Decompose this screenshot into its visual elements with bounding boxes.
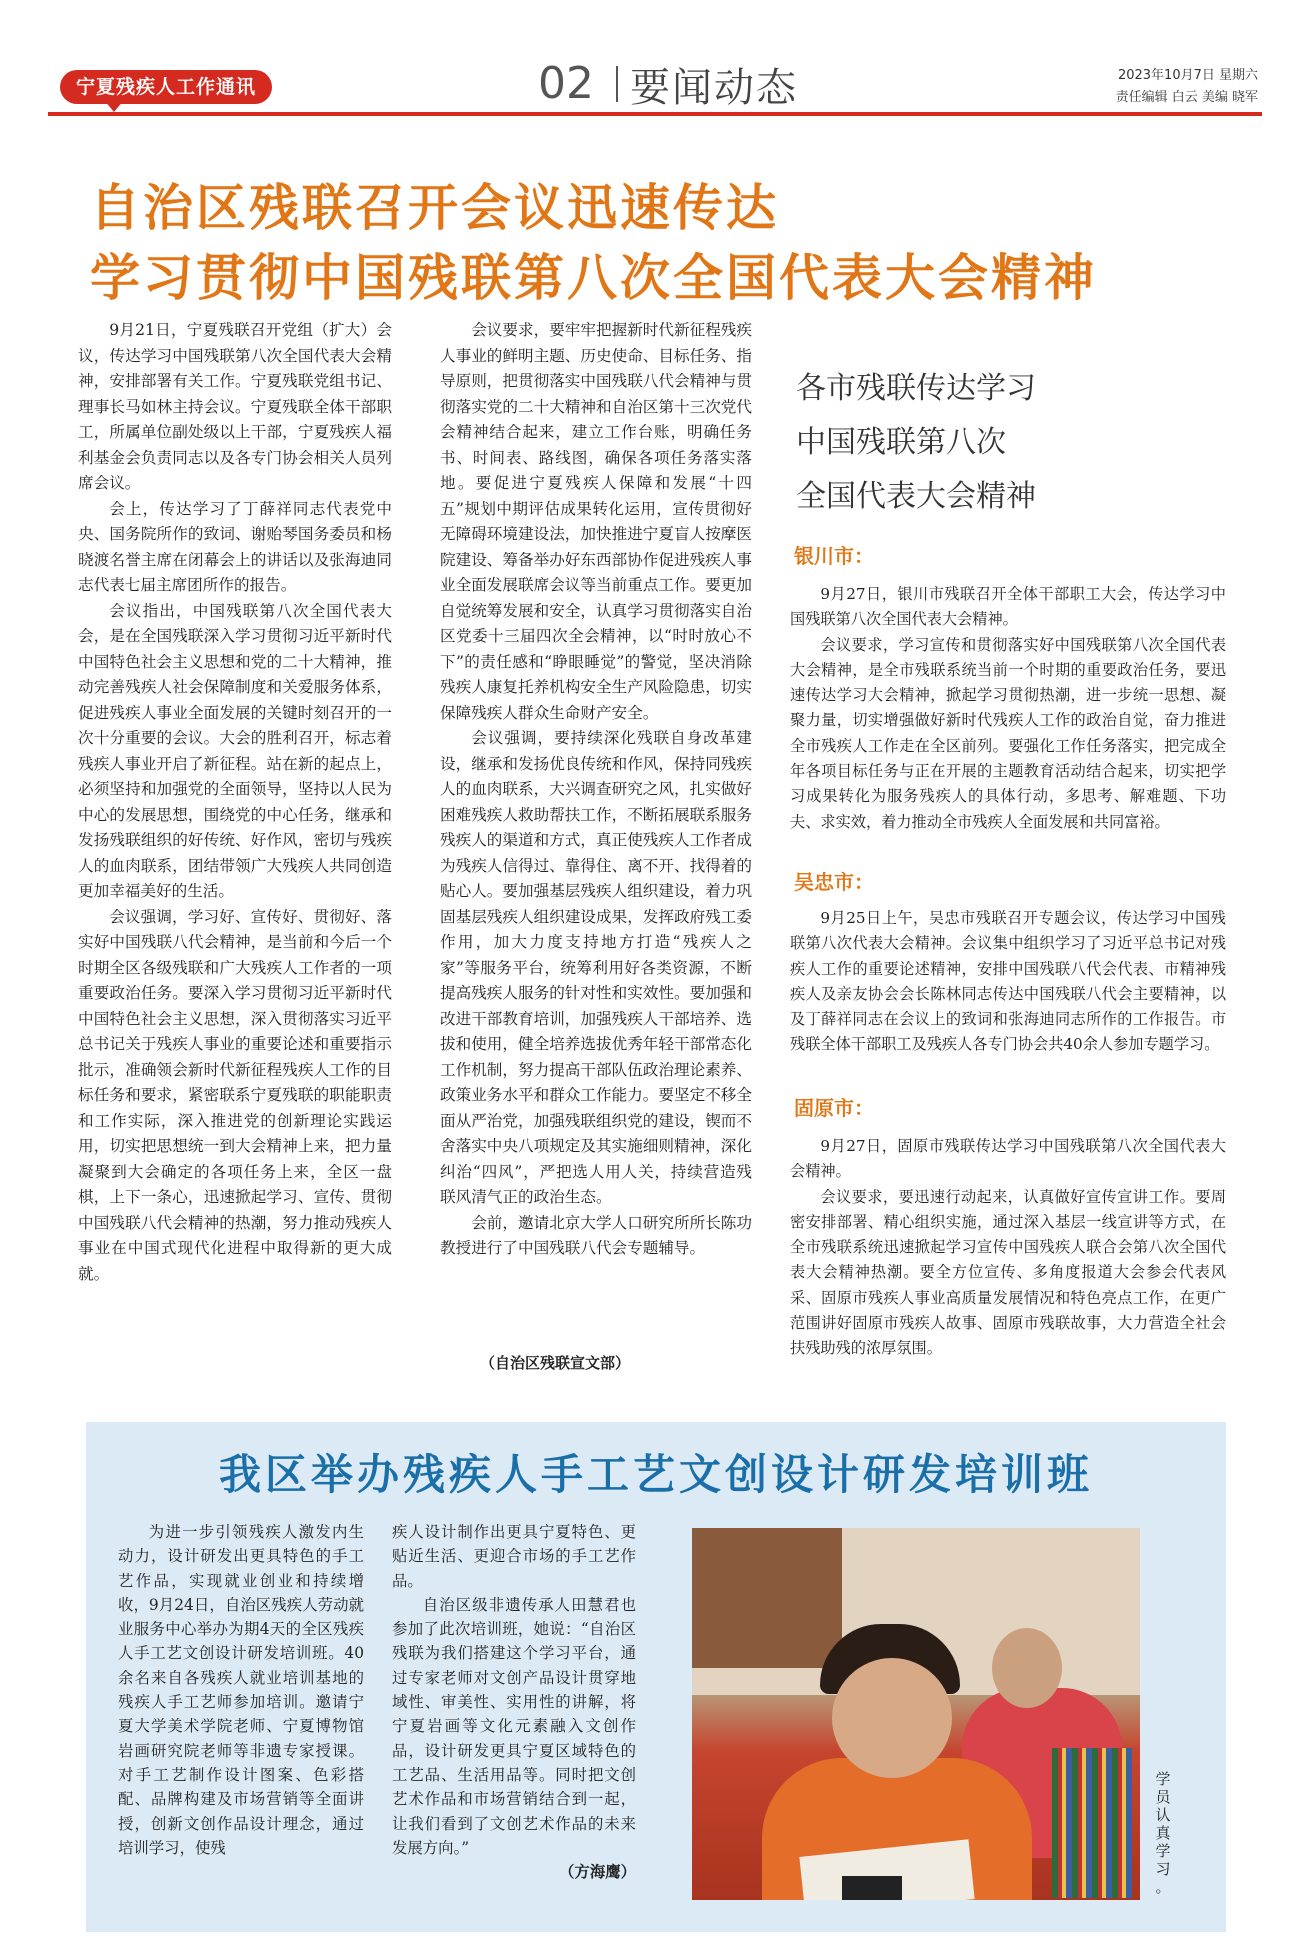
paragraph: 会议强调，要持续深化残联自身改革建设，继承和发扬优良传统和作风，保持同残疾人的血肉联系，大兴调查研究之风，扎实做好困难残疾人救助帮扶工作，不断拓展联系服务残疾人的渠道和方式，真正使残疾人工作者成为残疾人信得过、靠得住、离不开、找得着的贴心人。要加强基层残疾人组织建设，着力巩固基层残疾人组织建设成果，发挥政府残工委作用，加大力度支持地方打造“残疾人之家”等服务平台，统筹利用好各类资源，不断提高残疾人服务的针对性和实效性。要加强和改进干部教育培训，加强残疾人干部培养、选拔和使用，健全培养选拔优秀年轻干部常态化工作机制，努力提高干部队伍政治理论素养、政策业务水平和群众工作能力。要坚定不移全面从严治党，加强残联组织党的建设，锲而不舍落实中央八项规定及其实施细则精神，深化纠治“四风”，严把选人用人关，持续营造残联风清气正的政治生态。 xyxy=(440,729,752,1206)
article-author: （方海鹰） xyxy=(559,1863,636,1882)
paper-tag-pointer xyxy=(104,100,124,112)
paragraph: 会议要求，要牢牢把握新时代新征程残疾人事业的鲜明主题、历史使命、目标任务、指导原则，把贯彻落实中国残联八代会精神与贯彻落实党的二十大精神和自治区第十三次党代会精神结合起来，建立工作台账，明确任务书、时间表、路线图，确保各项任务落实落地。要促进宁夏残疾人保障和发展“十四五”规划中期评估成果转化运用，宣传贯彻好无障碍环境建设法，加快推进宁夏盲人按摩医院建设、筹备举办好东西部协作促进残疾人事业全面发展联席会议等当前重点工作。要更加自觉统筹发展和安全，认真学习贯彻落实自治区党委十三届四次全会精神，以“时时放心不下”的责任感和“睁眼睡觉”的警觉，坚决消除残疾人康复托养机构安全生产风险隐患，切实保障残疾人群众生命财产安全。 xyxy=(440,321,752,722)
side-title-line: 全国代表大会精神 xyxy=(796,479,1036,514)
section-title: 要闻动态 xyxy=(630,65,798,111)
article-source: （自治区残联宣文部） xyxy=(480,1354,631,1372)
main-headline-line2: 学习贯彻中国残联第八次全国代表大会精神 xyxy=(90,249,1097,307)
city-body-wuzhong xyxy=(790,906,1226,1058)
paragraph: 为进一步引领残疾人激发内生动力，设计研发出更具特色的手工艺作品，实现就业创业和持续增收，9月24日，自治区残疾人劳动就业服务中心举办为期4天的全区残疾人手工艺文创设计研发培训班。40余名来自各残疾人就业培训基地的残疾人手工艺师参加培训。邀请宁夏大学美术学院老师、宁夏博物馆岩画研究院老师等非遗专家授课。对手工艺制作设计图案、色彩搭配、品牌构建及市场营销等全面讲授，创新文创作品设计理念，通过培训学习，使残 xyxy=(118,1523,364,1857)
paragraph: 会前，邀请北京大学人口研究所所长陈功教授进行了中国残联八代会专题辅导。 xyxy=(440,1213,752,1257)
section-divider xyxy=(616,66,618,102)
paper-name-tag: 宁夏残疾人工作通讯 xyxy=(60,70,272,104)
city-heading-wuzhong: 吴忠市： xyxy=(794,870,874,894)
main-article-column-1 xyxy=(78,318,392,1287)
issue-date: 2023年10月7日 星期六 xyxy=(1117,68,1258,83)
paragraph: 9月27日，固原市残联传达学习中国残联第八次全国代表大会精神。 xyxy=(790,1137,1226,1181)
city-body-yinchuan xyxy=(790,582,1226,835)
main-article-column-2 xyxy=(440,318,752,1262)
side-article-title xyxy=(796,362,1036,524)
city-heading-yinchuan: 银川市： xyxy=(794,544,874,568)
paragraph: 9月21日，宁夏残联召开党组（扩大）会议，传达学习中国残联第八次全国代表大会精神，安排部署有关工作。宁夏残联党组书记、理事长马如林主持会议。宁夏残联全体干部职工，所属单位副处级以上干部，宁夏残疾人福利基金会负责同志以及各专门协会相关人员列席会议。 xyxy=(78,321,392,492)
main-headline-line1: 自治区残联召开会议迅速传达 xyxy=(90,179,779,237)
side-title-line: 各市残联传达学习 xyxy=(796,371,1036,406)
training-photo xyxy=(692,1528,1140,1900)
paragraph: 9月25日上午，吴忠市残联召开专题会议，传达学习中国残联第八次代表大会精神。会议集中组织学习了习近平总书记对残疾人工作的重要论述精神，安排中国残联八代会代表、市精神残疾人及亲友协会会长陈林同志传达中国残联八代会主要精神，以及丁薛祥同志在会议上的致词和张海迪同志所作的工作报告。市残联全体干部职工及残疾人各专门协会共40余人参加专题学习。 xyxy=(790,909,1226,1054)
bottom-article-column-2 xyxy=(392,1520,636,1884)
editor-credits: 责任编辑 白云 美编 晓军 xyxy=(1115,90,1258,105)
photo-caption: 学 员 认 真 学 习 。 xyxy=(1155,1770,1171,1896)
side-title-line: 中国残联第八次 xyxy=(796,425,1006,460)
page-number: 02 xyxy=(538,58,594,109)
paragraph: 自治区级非遗传承人田慧君也参加了此次培训班，她说：“自治区残联为我们搭建这个学习平台，通过专家老师对文创产品设计贯穿地域性、审美性、实用性的讲解，将宁夏岩画等文化元素融入文创作品，设计研发更具宁夏区域特色的工艺品、生活用品等。同时把文创艺术作品和市场营销结合到一起，让我们看到了文创艺术作品的未来发展方向。” xyxy=(392,1595,636,1857)
city-heading-guyuan: 固原市： xyxy=(794,1096,874,1120)
paragraph: 会议强调，学习好、宣传好、贯彻好、落实好中国残联八代会精神，是当前和今后一个时期全区各级残联和广大残疾人工作者的一项重要政治任务。要深入学习贯彻习近平新时代中国特色社会主义思想，深入贯彻落实习近平总书记关于残疾人事业的重要论述和重要指示批示，准确领会新时代新征程残疾人工作的目标任务和要求，紧密联系宁夏残联的职能职责和工作实际，深入推进党的创新理论实践运用，切实把思想统一到大会精神上来，把力量凝聚到大会确定的各项任务上来，全区一盘棋，上下一条心，迅速掀起学习、宣传、贯彻中国残联八代会精神的热潮，努力推动残疾人事业在中国式现代化进程中取得新的更大成就。 xyxy=(78,907,392,1283)
bottom-article-column-1 xyxy=(118,1520,364,1860)
header-rule xyxy=(48,112,1262,116)
bottom-article-title: 我区举办残疾人手工艺文创设计研发培训班 xyxy=(218,1450,1093,1499)
paragraph: 会议要求，学习宣传和贯彻落实好中国残联第八次全国代表大会精神，是全市残联系统当前一个时期的重要政治任务，要迅速传达学习大会精神，掀起学习贯彻热潮，进一步统一思想、凝聚力量，切实增强做好新时代残疾人工作的政治自觉，奋力推进全市残疾人工作走在全区前列。要强化工作任务落实，把完成全年各项目标任务与正在开展的主题教育活动结合起来，切实把学习成果转化为服务残疾人的具体行动，多思考、解难题、下功夫、求实效，着力推动全市残疾人全面发展和共同富裕。 xyxy=(790,635,1226,831)
paragraph: 9月27日，银川市残联召开全体干部职工大会，传达学习中国残联第八次全国代表大会精神。 xyxy=(790,585,1226,629)
paragraph: 会议要求，要迅速行动起来，认真做好宣传宣讲工作。要周密安排部署、精心组织实施，通过深入基层一线宣讲等方式，在全市残联系统迅速掀起学习宣传中国残疾人联合会第八次全国代表大会精神热潮。要全方位宣传、多角度报道大会参会代表风采、固原市残疾人事业高质量发展情况和特色亮点工作，在更广范围讲好固原市残疾人故事、固原市残联故事，大力营造全社会扶残助残的浓厚氛围。 xyxy=(790,1187,1226,1358)
city-body-guyuan xyxy=(790,1134,1226,1362)
paragraph: 会议指出，中国残联第八次全国代表大会，是在全国残联深入学习贯彻习近平新时代中国特色社会主义思想和党的二十大精神，推动完善残疾人社会保障制度和关爱服务体系，促进残疾人事业全面发展的关键时刻召开的一次十分重要的会议。大会的胜利召开，标志着残疾人事业开启了新征程。站在新的起点上，必须坚持和加强党的全面领导，坚持以人民为中心的发展思想，围绕党的中心任务，继承和发扬残联组织的好传统、好作风，密切与残疾人的血肉联系，团结带领广大残疾人共同创造更加幸福美好的生活。 xyxy=(78,601,392,900)
paragraph: 会上，传达学习了丁薛祥同志代表党中央、国务院所作的致词、谢贻琴国务委员和杨晓渡名誉主席在闭幕会上的讲话以及张海迪同志代表七届主席团所作的报告。 xyxy=(78,499,392,594)
paragraph: 疾人设计制作出更具宁夏特色、更贴近生活、更迎合市场的手工艺作品。 xyxy=(392,1523,636,1590)
